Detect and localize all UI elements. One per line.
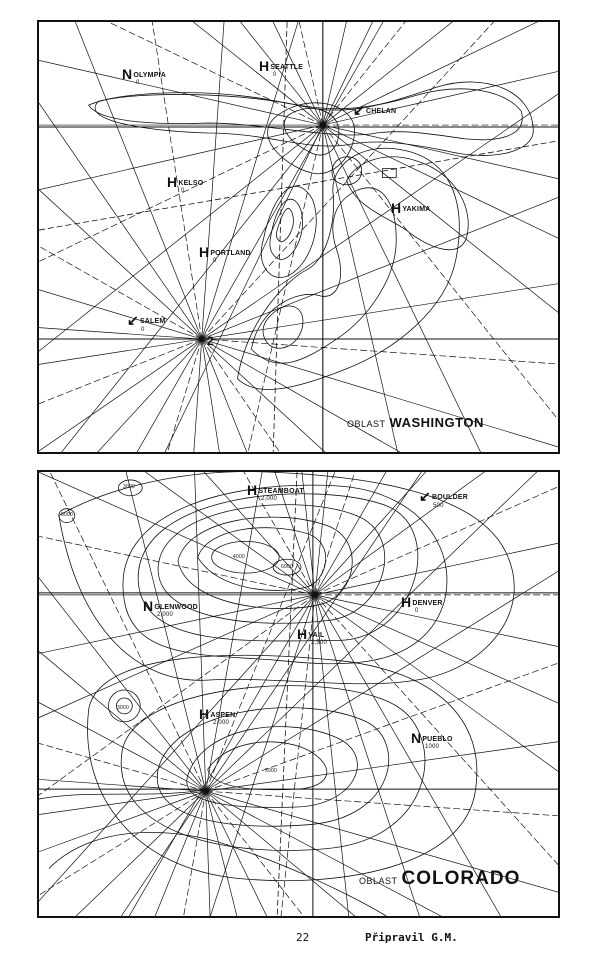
radial-line	[206, 791, 558, 916]
radial-line	[206, 791, 558, 916]
city-value-pueblo: 1000	[425, 744, 440, 750]
contour-label: 6000	[61, 512, 73, 518]
city-name-steamboat: STEAMBOAT	[258, 488, 304, 495]
city-value-boulder: 500	[433, 503, 444, 509]
radial-line	[202, 22, 558, 339]
city-name-seattle: SEATTLE	[270, 64, 304, 71]
radial-line	[39, 600, 206, 791]
city-symbol-steamboat: H	[247, 482, 258, 498]
city-value-denver: 0	[415, 608, 419, 614]
radial-line	[206, 472, 558, 791]
city-portland	[199, 244, 251, 264]
city-symbol-yakima: H	[391, 200, 402, 216]
radial-line	[39, 339, 202, 452]
contour-label: 3000	[123, 484, 135, 490]
radial-line	[202, 83, 558, 339]
city-symbol-portland: H	[199, 244, 210, 260]
radial-line	[202, 339, 558, 452]
city-boulder	[419, 488, 468, 509]
radial-line	[39, 791, 206, 916]
author-credit: Připravil G.M.	[365, 931, 458, 944]
city-symbol-chelan: ↙	[353, 102, 365, 118]
radial-line	[202, 339, 558, 388]
city-symbol-pueblo: N	[411, 730, 422, 746]
city-pueblo	[411, 730, 453, 750]
city-symbol-salem: ↙	[127, 312, 139, 328]
city-name-salem: SALEM	[139, 318, 166, 325]
radial-line	[39, 339, 202, 446]
city-symbol-vail: H	[297, 626, 308, 642]
city-value-steamboat: 2,000	[261, 496, 278, 502]
radial-line	[315, 595, 558, 739]
city-name-kelso: KELSO	[178, 180, 204, 187]
center-label: 2	[207, 334, 214, 348]
radial-line	[202, 339, 558, 452]
map-panel-colorado	[37, 470, 560, 918]
city-symbol-denver: H	[401, 594, 412, 610]
city-value-aspen: 2,000	[213, 720, 230, 726]
city-value-portland: 0	[213, 258, 217, 264]
city-symbol-olympia: N	[122, 66, 133, 82]
radial-line	[100, 595, 315, 916]
radial-line	[206, 472, 558, 791]
city-symbol-seattle: H	[259, 58, 270, 74]
page-number: 22	[296, 931, 310, 944]
radial-line	[39, 595, 315, 877]
radial-line	[39, 138, 202, 339]
radial-line	[206, 791, 558, 916]
radial-line	[202, 339, 309, 452]
radial-line	[323, 125, 558, 452]
city-value-salem: 0	[141, 327, 145, 333]
contour-label: 4000	[233, 554, 245, 560]
radial-line	[323, 125, 558, 452]
city-kelso	[167, 174, 203, 194]
region-prefix: OBLAST	[359, 876, 398, 886]
city-chelan	[353, 102, 396, 119]
city-value-vail: 2,500	[311, 640, 328, 646]
city-name-olympia: OLYMPIA	[133, 72, 166, 79]
map-panel-washington	[37, 20, 560, 454]
radial-line	[206, 791, 230, 916]
city-glenwood	[143, 598, 198, 618]
region-name: COLORADO	[401, 868, 521, 889]
city-denver	[401, 594, 443, 614]
region-title-colorado	[359, 868, 520, 890]
radial-line	[202, 339, 459, 452]
contour-label: 6000	[281, 564, 293, 570]
city-salem	[127, 312, 165, 333]
city-steamboat	[247, 482, 304, 502]
city-yakima	[391, 200, 430, 216]
city-olympia	[122, 66, 166, 86]
city-name-chelan: CHELAN	[365, 108, 397, 115]
city-name-denver: DENVER	[412, 600, 443, 607]
radial-line	[202, 339, 558, 452]
city-symbol-aspen: H	[199, 706, 210, 722]
city-name-pueblo: PUEBLO	[422, 736, 453, 743]
region-prefix: OBLAST	[347, 419, 386, 429]
contour-label: 5000	[265, 768, 277, 774]
city-symbol-kelso: H	[167, 174, 178, 190]
city-value-olympia: 0	[136, 80, 140, 86]
radial-line	[202, 22, 558, 339]
city-name-aspen: ASPEN	[210, 712, 236, 719]
city-name-yakima: YAKIMA	[402, 206, 431, 213]
radial-line	[85, 791, 206, 916]
city-value-glenwood: 2,000	[157, 612, 174, 618]
region-name: WASHINGTON	[389, 415, 484, 430]
contour-label: 3000	[117, 705, 129, 711]
region-title-washington	[347, 414, 484, 432]
radial-line	[323, 125, 558, 279]
city-value-kelso: 0	[181, 188, 185, 194]
city-value-seattle: 0	[273, 72, 277, 78]
radial-line	[206, 472, 558, 791]
radial-line	[323, 125, 558, 452]
colorado-map-drawing	[39, 472, 558, 916]
city-name-portland: PORTLAND	[210, 250, 251, 257]
washington-map-drawing	[39, 22, 558, 452]
radial-line	[206, 791, 558, 916]
city-name-vail: VAIL	[308, 632, 325, 639]
radial-line	[202, 22, 251, 339]
radial-line	[202, 339, 558, 452]
city-seattle	[259, 58, 303, 78]
city-symbol-glenwood: N	[143, 598, 154, 614]
city-name-boulder: BOULDER	[431, 494, 468, 501]
radial-line	[323, 125, 478, 452]
radial-line	[39, 125, 323, 426]
city-aspen	[199, 706, 235, 726]
city-vail	[297, 626, 327, 646]
city-symbol-boulder: ↙	[419, 488, 431, 504]
city-name-glenwood: GLENWOOD	[154, 604, 198, 611]
radial-line	[202, 232, 558, 339]
